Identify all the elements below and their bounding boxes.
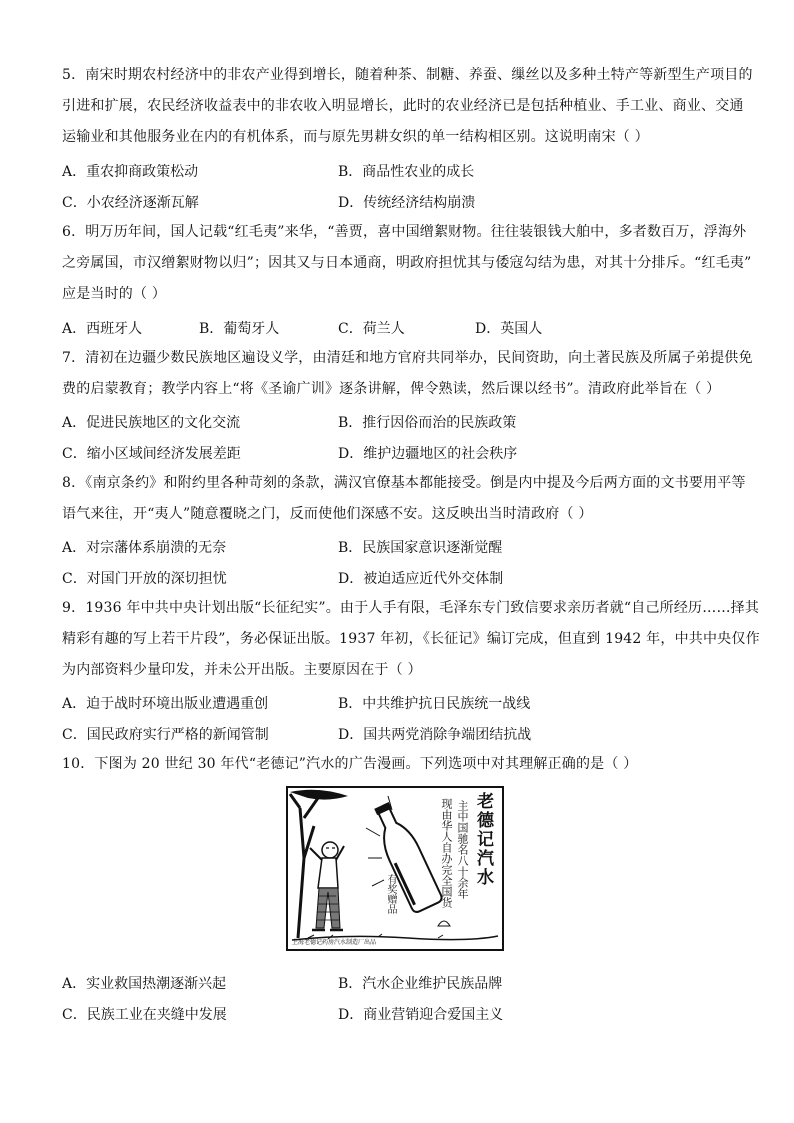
question-8-line: 语气来往，开“夷人”随意覆晓之门，反而使他们深感不安。这反映出当时清政府（ ） — [62, 506, 593, 522]
question-6-option-c[interactable]: C．荷兰人 — [338, 321, 405, 337]
question-6-option-b[interactable]: B．葡萄牙人 — [199, 321, 280, 337]
question-6-line: 之旁属国，市汉缯絮财物以归”；因其又与日本通商，明政府担忧其与倭寇勾结为患，对其十分排斥。“红毛夷” — [62, 255, 752, 271]
advertisement-cartoon — [286, 786, 504, 951]
question-9-option-b[interactable]: B．中共维护抗日民族统一战线 — [338, 696, 531, 712]
question-6-option-d[interactable]: D．英国人 — [475, 321, 543, 337]
cartoon-caption: 上海老德记药房汽水制造厂出品 — [292, 939, 377, 946]
question-10-option-b[interactable]: B．汽水企业维护民族品牌 — [338, 976, 503, 992]
question-5-option-a[interactable]: A．重农抑商政策松动 — [62, 164, 199, 180]
question-8-option-d[interactable]: D．被迫适应近代外交体制 — [338, 571, 504, 587]
question-8-option-a[interactable]: A．对宗藩体系崩溃的无奈 — [62, 540, 227, 556]
question-10-line: 10．下图为 20 世纪 30 年代“老德记”汽水的广告漫画。下列选项中对其理解正确的是（ ） — [62, 756, 638, 772]
cartoon-title: 老德记汽水 — [473, 792, 493, 887]
question-9-line: 精彩有趣的写上若干片段”，务必保证出版。1937 年初，《长征记》编订完成，但直到 1942 年，中共中央仅作 — [62, 631, 760, 647]
question-9-option-a[interactable]: A．迫于战时环境出版业遭遇重创 — [62, 696, 269, 712]
question-5-line: 引进和扩展，农民经济收益表中的非农收入明显增长，此时的农业经济已是包括种植业、手工业、商业、交通 — [62, 98, 744, 114]
question-8-stem — [62, 468, 746, 530]
question-7-option-b[interactable]: B．推行因俗而治的民族政策 — [338, 415, 517, 431]
question-9-line: 9．1936 年中共中央计划出版“长征纪实”。由于人手有限，毛泽东专门致信要求亲历者就“自己所经历……择其 — [62, 600, 760, 616]
question-6-line: 应是当时的（ ） — [62, 286, 167, 302]
cartoon-illustration — [288, 788, 502, 949]
question-6-stem — [62, 217, 752, 310]
question-5-line: 运输业和其他服务业在内的有机体系，而与原先男耕女织的单一结构相区别。这说明南宋（ ） — [62, 129, 649, 145]
question-5-stem — [62, 60, 753, 153]
question-10-stem — [62, 749, 742, 780]
question-8-option-b[interactable]: B．民族国家意识逐渐觉醒 — [338, 540, 503, 556]
cartoon-note: 有奖赠品 — [385, 874, 396, 914]
question-6-option-a[interactable]: A．西班牙人 — [62, 321, 143, 337]
question-7-line: 费的启蒙教育；教学内容上“将《圣谕广训》逐条讲解，俾令熟读，然后课以经书”。清政府此举旨在（ ） — [62, 381, 721, 397]
question-9-option-d[interactable]: D．国共两党消除争端团结抗战 — [338, 727, 532, 743]
question-10-option-d[interactable]: D．商业营销迎合爱国主义 — [338, 1007, 504, 1023]
question-7-stem — [62, 343, 753, 405]
question-9-line: 为内部资料少量印发，并未公开出版。主要原因在于（ ） — [62, 662, 422, 678]
question-5-option-d[interactable]: D．传统经济结构崩溃 — [338, 195, 476, 211]
question-7-option-c[interactable]: C．缩小区域间经济发展差距 — [62, 446, 241, 462]
question-7-option-d[interactable]: D．维护边疆地区的社会秩序 — [338, 446, 518, 462]
question-9-option-c[interactable]: C．国民政府实行严格的新闻管制 — [62, 727, 269, 743]
question-5-option-b[interactable]: B．商品性农业的成长 — [338, 164, 475, 180]
question-5-line: 5．南宋时期农村经济中的非农产业得到增长，随着种茶、制糖、养蚕、缫丝以及多种土特产等新型生产项目的 — [62, 67, 753, 83]
question-7-option-a[interactable]: A．促进民族地区的文化交流 — [62, 415, 241, 431]
question-8-line: 8．《南京条约》和附约里各种苛刻的条款，满汉官僚基本都能接受。倒是内中提及今后两方面的文书要用平等 — [62, 475, 746, 491]
question-10-option-a[interactable]: A．实业救国热潮逐渐兴起 — [62, 976, 227, 992]
cartoon-slogan: 主中国驰名八十余年 — [456, 800, 469, 899]
question-8-option-c[interactable]: C．对国门开放的深切担忧 — [62, 571, 227, 587]
question-7-line: 7．清初在边疆少数民族地区遍设义学，由清廷和地方官府共同举办，民间资助，向土著民族及所属子弟提供免 — [62, 350, 753, 366]
cartoon-slogan: 现由华人自办完全国货 — [440, 798, 453, 908]
question-6-line: 6．明万历年间，国人记载“红毛夷”来华，“善贾，喜中国缯絮财物。往往装银钱大舶中，多者数百万，浮海外 — [62, 224, 747, 240]
question-5-option-c[interactable]: C．小农经济逐渐瓦解 — [62, 195, 199, 211]
question-9-stem — [62, 593, 760, 686]
question-10-option-c[interactable]: C．民族工业在夹缝中发展 — [62, 1007, 227, 1023]
